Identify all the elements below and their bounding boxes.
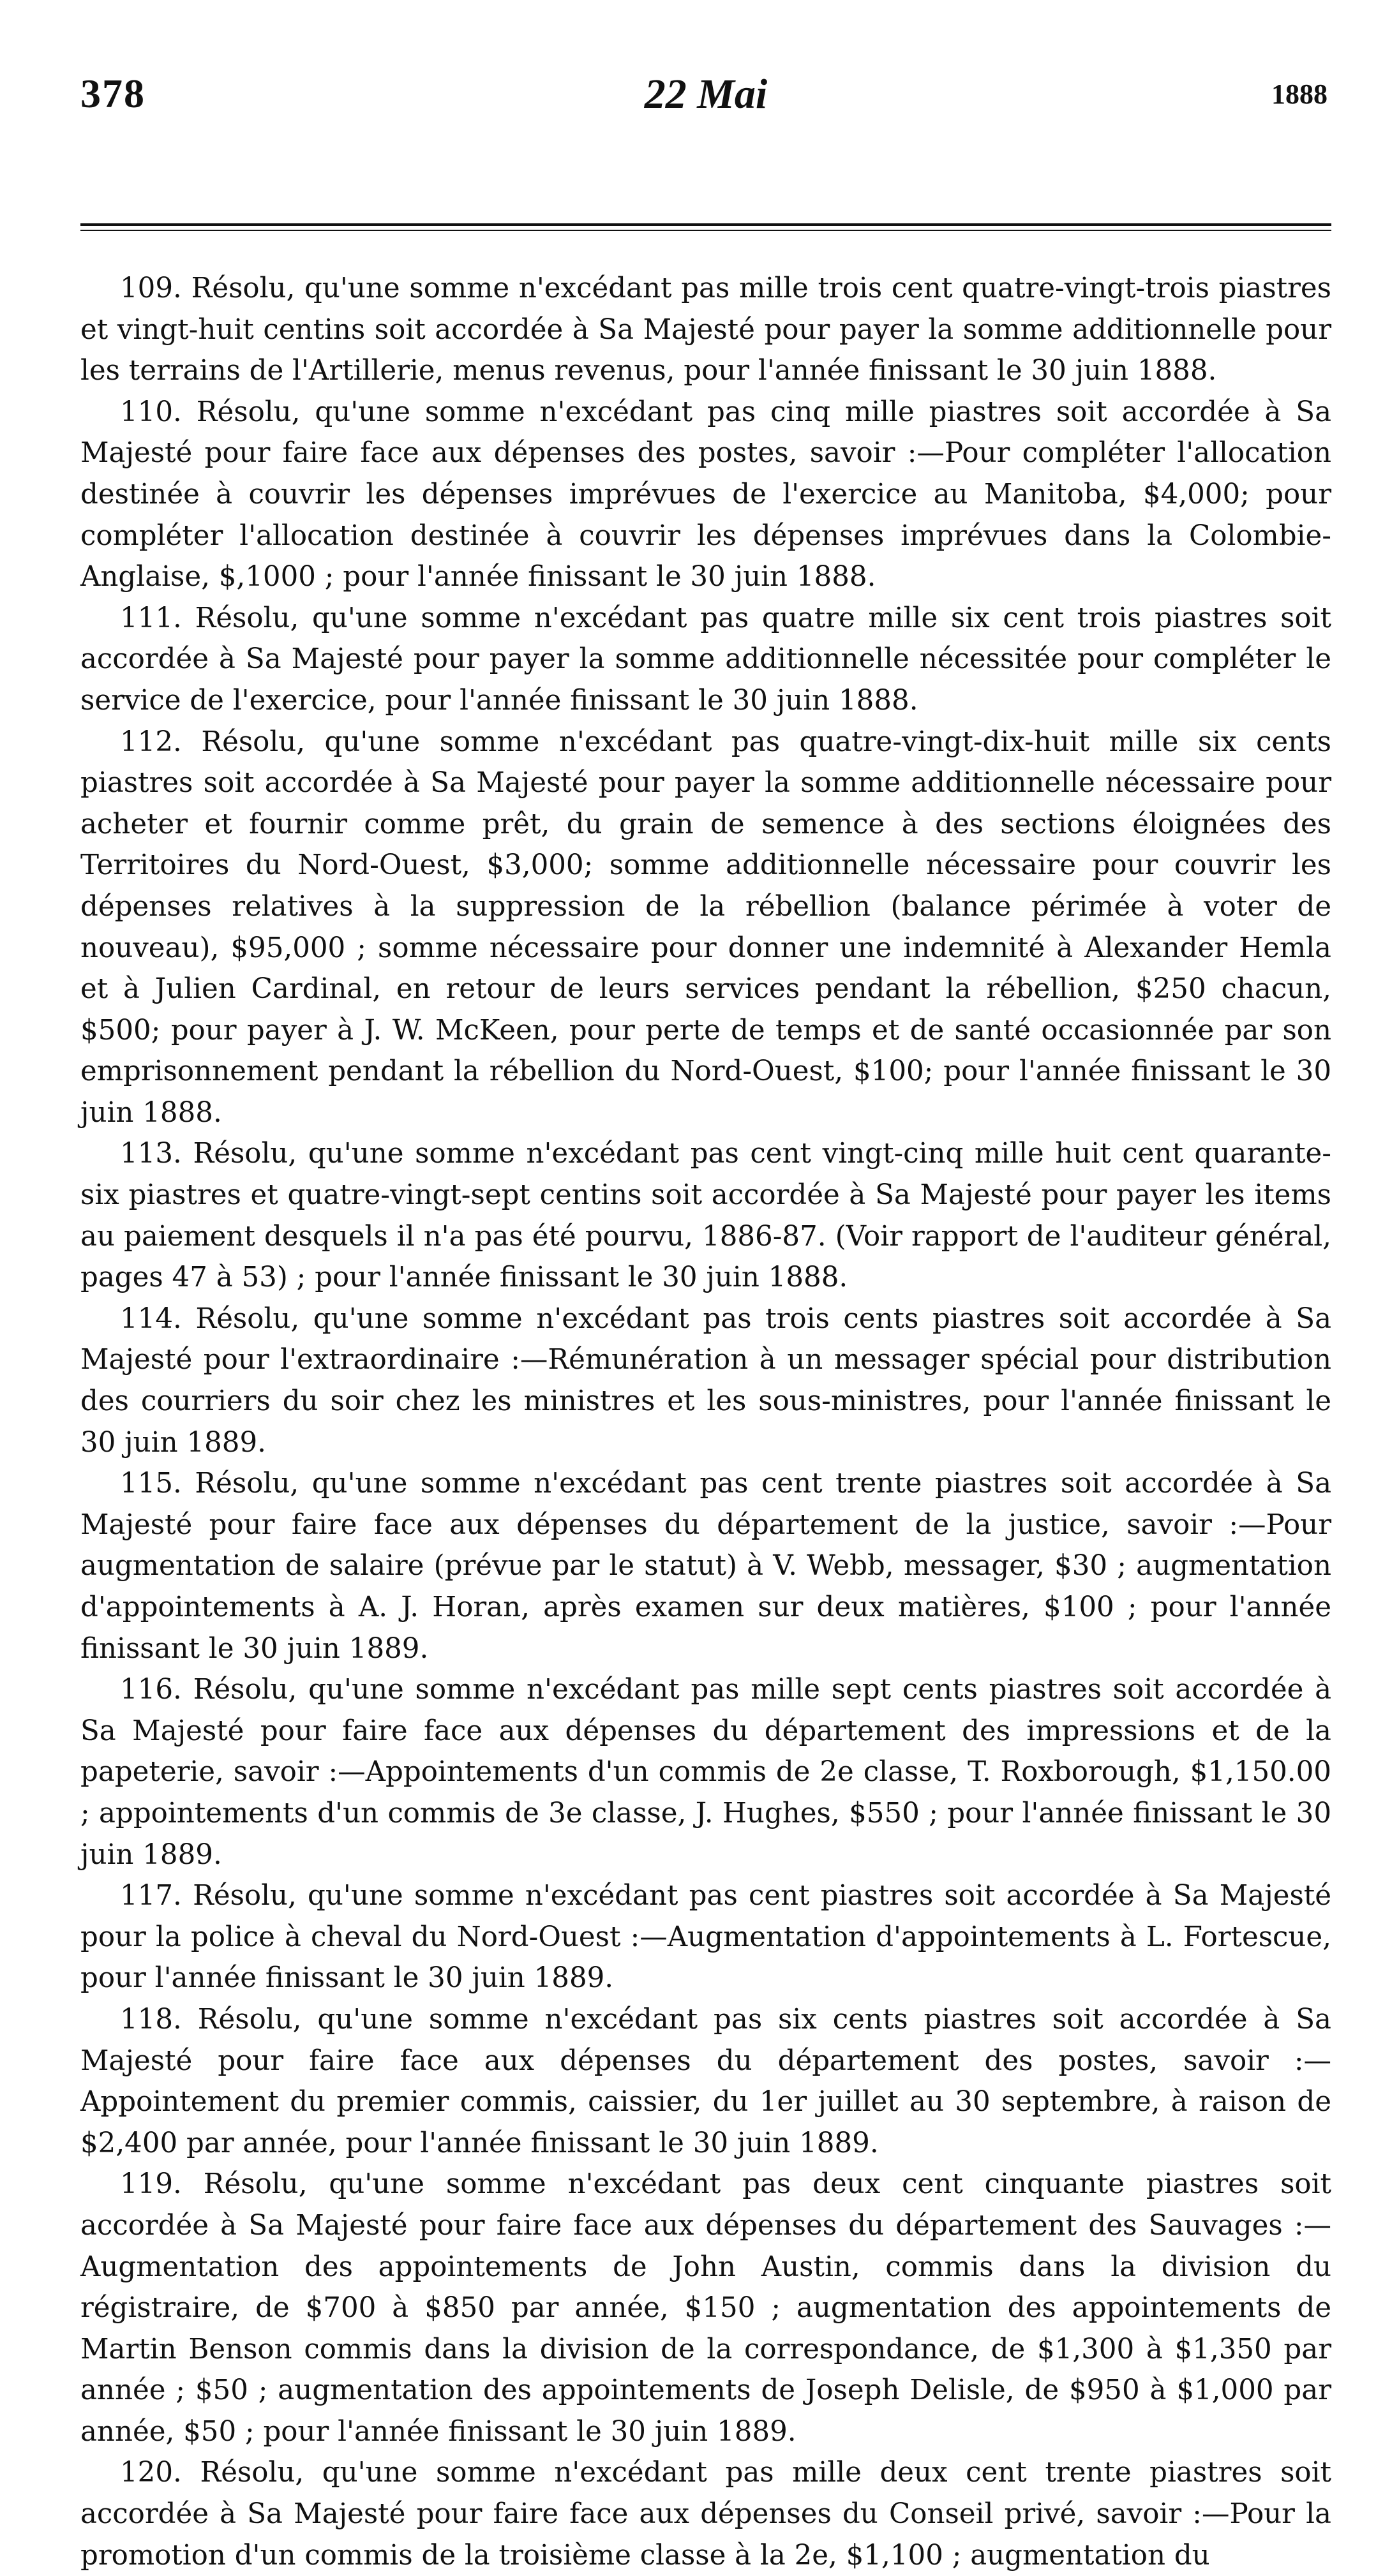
resolution-number: 118. [120,2003,182,2036]
resolution-number: 119. [120,2168,182,2201]
resolution-text: Résolu, qu'une somme n'excédant pas quatre-vingt-dix-huit mille six cents piastres soit accordée à Sa Majesté pour payer la somme additionnelle nécessaire pour acheter et fournir comme prêt, du grain de semence à des sections éloignées des Territoires du Nord-Ouest, $3,000; somme additionnelle nécessaire pour couvrir les dépenses relatives à la suppression de la rébellion (balance périmée à voter de nouveau), $95,000 ; somme nécessaire pour donner une indemnité à Alexander Hemla et à Julien Cardinal, en retour de leurs services pendant la rébellion, $250 chacun, $500; pour payer à J. W. McKeen, pour perte de temps et de santé occasionnée par son emprisonnement pendant la rébellion du Nord-Ouest, $100; pour l'année finissant le 30 juin 1888. [80,726,1331,1129]
resolution-number: 110. [120,396,182,428]
running-head-year: 1888 [1271,78,1328,110]
resolution-number: 111. [120,602,182,634]
resolution-paragraph [80,2452,1331,2576]
resolution-paragraph [80,1299,1331,1463]
header-rule [80,223,1331,231]
resolution-paragraph [80,1875,1331,1999]
resolution-number: 114. [120,1302,182,1335]
resolution-number: 109. [120,272,182,304]
resolution-paragraph [80,268,1331,392]
document-page [80,70,1331,2576]
resolution-text: Résolu, qu'une somme n'excédant pas cent trente piastres soit accordée à Sa Majesté pour faire face aux dépenses du département de la justice, savoir :—Pour augmentation de salaire (prévue par le statut) à V. Webb, messager, $30 ; augmentation d'appointements à A. J. Horan, après examen sur deux matières, $100 ; pour l'année finissant le 30 juin 1889. [80,1468,1332,1665]
resolution-number: 117. [120,1880,182,1912]
resolution-text: Résolu, qu'une somme n'excédant pas trois cents piastres soit accordée à Sa Majesté pour l'extraordinaire :—Rémunération à un messager spécial pour distribution des courriers du soir chez les ministres et les sous-ministres, pour l'année finissant le 30 juin 1889. [80,1302,1332,1459]
resolution-text: Résolu, qu'une somme n'excédant pas mille trois cent quatre-vingt-trois piastres et vingt-huit centins soit accordée à Sa Majesté pour payer la somme additionnelle pour les terrains de l'Artillerie, menus revenus, pour l'année finissant le 30 juin 1888. [80,272,1331,387]
resolution-text: Résolu, qu'une somme n'excédant pas mille deux cent trente piastres soit accordée à Sa Majesté pour faire face aux dépenses du Conseil privé, savoir :—Pour la promotion d'un commis de la troisième classe à la 2e, $1,100 ; augmentation du [80,2457,1331,2572]
resolution-paragraph [80,392,1331,598]
resolution-paragraph [80,1133,1331,1298]
page-number: 378 [80,71,146,116]
resolution-text: Résolu, qu'une somme n'excédant pas six cents piastres soit accordée à Sa Majesté pour faire face aux dépenses du département des postes, savoir :—Appointement du premier commis, caissier, du 1er juillet au 30 septembre, à raison de $2,400 par année, pour l'année finissant le 30 juin 1889. [80,2003,1331,2159]
resolution-number: 115. [120,1468,182,1500]
running-head-date: 22 Mai [644,71,768,117]
resolution-text: Résolu, qu'une somme n'excédant pas cent vingt-cinq mille huit cent quarante-six piastres et quatre-vingt-sept centins soit accordée à Sa Majesté pour payer les items au paiement desquels il n'a pas été pourvu, 1886-87. (Voir rapport de l'auditeur général, pages 47 à 53) ; pour l'année finissant le 30 juin 1888. [80,1138,1332,1294]
resolution-paragraph [80,598,1331,722]
resolution-number: 113. [120,1138,182,1170]
resolution-paragraph [80,2164,1331,2452]
resolution-number: 116. [120,1674,182,1706]
resolution-paragraph [80,1999,1331,2164]
resolution-number: 112. [120,726,182,758]
resolution-number: 120. [120,2457,182,2489]
page-header [80,70,1331,140]
resolution-text: Résolu, qu'une somme n'excédant pas mille sept cents piastres soit accordée à Sa Majesté pour faire face aux dépenses du département des impressions et de la papeterie, savoir :—Appointements d'un commis de 2e classe, T. Roxborough, $1,150.00 ; appointements d'un commis de 3e classe, J. Hughes, $550 ; pour l'année finissant le 30 juin 1889. [80,1674,1332,1871]
resolution-text: Résolu, qu'une somme n'excédant pas deux cent cinquante piastres soit accordée à Sa Majesté pour faire face aux dépenses du département des Sauvages :— Augmentation des appointements de John Austin, commis dans la division du régistraire, de $700 à $850 par année, $150 ; augmentation des appointements de Martin Benson commis dans la division de la correspondance, de $1,300 à $1,350 par année ; $50 ; augmentation des appointements de Joseph Delisle, de $950 à $1,000 par année, $50 ; pour l'année finissant le 30 juin 1889. [80,2168,1332,2448]
resolution-paragraph [80,1669,1331,1875]
resolution-paragraph [80,1463,1331,1669]
resolution-text: Résolu, qu'une somme n'excédant pas cinq mille piastres soit accordée à Sa Majesté pour faire face aux dépenses des postes, savoir :—Pour compléter l'allocation destinée à couvrir les dépenses imprévues de l'exercice au Manitoba, $4,000; pour compléter l'allocation destinée à couvrir les dépenses imprévues dans la Colombie-Anglaise, $,1000 ; pour l'année finissant le 30 juin 1888. [80,396,1332,593]
document-body [80,268,1331,2576]
resolution-paragraph [80,722,1331,1134]
resolution-text: Résolu, qu'une somme n'excédant pas cent piastres soit accordée à Sa Majesté pour la police à cheval du Nord-Ouest :—Augmentation d'appointements à L. Fortescue, pour l'année finissant le 30 juin 1889. [80,1880,1332,1995]
resolution-text: Résolu, qu'une somme n'excédant pas quatre mille six cent trois piastres soit accordée à Sa Majesté pour payer la somme additionnelle nécessitée pour compléter le service de l'exercice, pour l'année finissant le 30 juin 1888. [80,602,1331,717]
